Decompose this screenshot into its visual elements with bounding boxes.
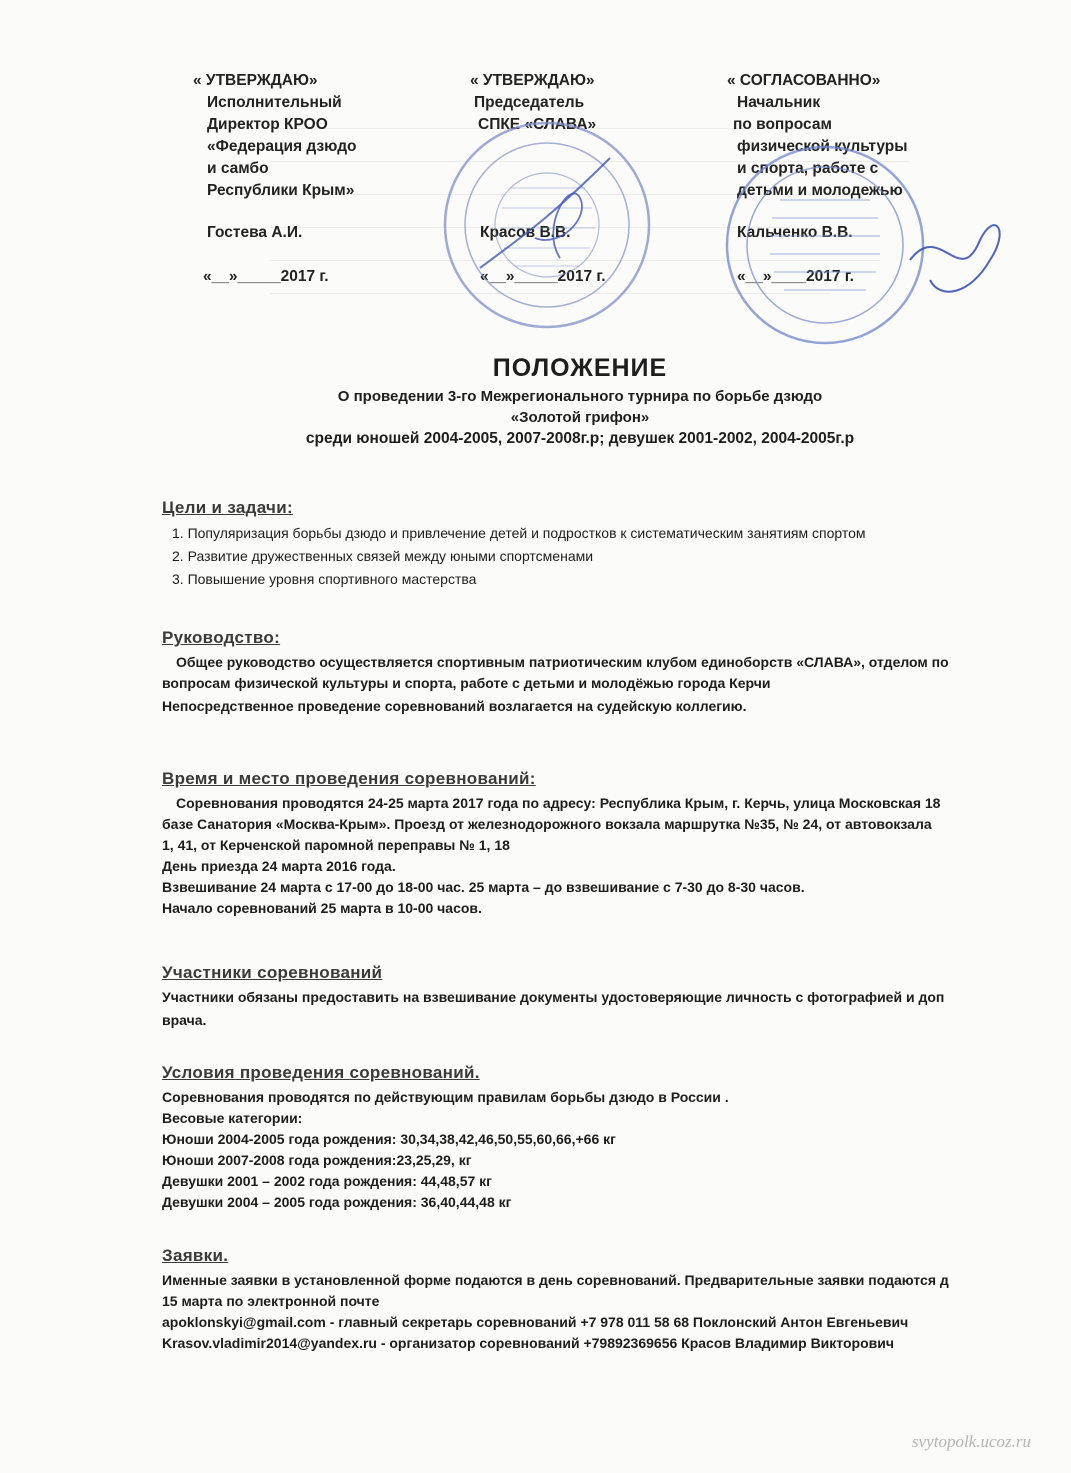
section-applications: [162, 1245, 1062, 1354]
approval-line: Директор КРОО: [207, 116, 328, 133]
goals-list: [172, 522, 1062, 591]
list-item: 3. Повышение уровня спортивного мастерства: [172, 571, 477, 587]
paragraph-line: Начало соревнований 25 марта в 10-00 часов.: [162, 900, 482, 916]
paragraph-line: Весовые категории:: [162, 1110, 303, 1126]
paragraph-line: Девушки 2004 – 2005 года рождения: 36,40,44,48 кг: [162, 1194, 512, 1210]
section-conditions: [162, 1062, 1062, 1213]
approval-date: «__»_____2017 г.: [480, 268, 606, 285]
section-heading: Цели и задачи:: [162, 498, 293, 517]
approval-line: и самбо: [207, 160, 269, 177]
approval-date: «__»____2017 г.: [737, 268, 854, 285]
approval-signer: Красов В.В.: [480, 224, 571, 241]
section-heading: Руководство:: [162, 628, 281, 647]
approval-heading: « УТВЕРЖДАЮ»: [470, 72, 595, 89]
section-leadership: [162, 627, 1062, 717]
approval-line: Республики Крым»: [207, 182, 355, 199]
approval-line: СПКЕ «СЛАВА»: [478, 116, 597, 133]
club-seal-stamp: [440, 118, 655, 333]
section-heading: Заявки.: [162, 1246, 229, 1265]
paragraph-line: 15 марта по электронной почте: [162, 1293, 380, 1309]
document-title: ПОЛОЖЕНИЕ: [492, 354, 668, 382]
signature-administration: [900, 200, 1020, 310]
title-line-1: О проведении 3-го Межрегионального турнира по борьбе дзюдо: [337, 388, 823, 405]
paragraph-line: День приезда 24 марта 2016 года.: [162, 858, 396, 874]
section-heading: Условия проведения соревнований.: [162, 1063, 480, 1082]
paragraph-line: Взвешивание 24 марта с 17-00 до 18-00 час. 25 марта – до взвешивание с 7-30 до 8-30 часов.: [162, 879, 805, 895]
paragraph-line: Юноши 2004-2005 года рождения: 30,34,38,42,46,50,55,60,66,+66 кг: [162, 1131, 616, 1147]
paragraph-line: базе Санатория «Москва-Крым». Проезд от железнодорожного вокзала маршрутка №35, № 24, от автовокзала: [162, 816, 932, 832]
title-line-2: «Золотой грифон»: [510, 409, 650, 426]
approval-line: «Федерация дзюдо: [207, 138, 357, 155]
approval-line: физической культуры: [737, 138, 908, 155]
approval-line: Начальник: [737, 94, 821, 111]
section-goals: [162, 497, 1062, 591]
section-heading: Время и место проведения соревнований:: [162, 769, 536, 788]
title-line-3: среди юношей 2004-2005, 2007-2008г.р; девушек 2001-2002, 2004-2005г.р: [305, 430, 855, 447]
section-heading: Участники соревнований: [162, 963, 383, 982]
section-time-place: [162, 768, 1062, 919]
paragraph-line: Соревнования проводятся по действующим правилам борьбы дзюдо в России .: [162, 1089, 729, 1105]
title-block: [150, 350, 1010, 449]
paragraph-line: вопросам физической культуры и спорта, работе с детьми и молодёжью города Керчи: [162, 675, 771, 691]
paragraph-line: Соревнования проводятся 24-25 марта 2017 года по адресу: Республика Крым, г. Керчь, улица Московская 18: [176, 795, 941, 811]
approval-signer: Кальченко В.В.: [737, 224, 853, 241]
approval-line: и спорта, работе с: [737, 160, 879, 177]
paragraph-line: Именные заявки в установленной форме подаются в день соревнований. Предварительные заявки подаются д: [162, 1272, 949, 1288]
paragraph-line: apoklonskyi@gmail.com - главный секретарь соревнований +7 978 011 58 68 Поклонский Антон Евгеньевич: [162, 1314, 909, 1330]
administration-seal-stamp: [720, 140, 930, 350]
approval-line: по вопросам: [733, 116, 832, 133]
paragraph-line: Девушки 2001 – 2002 года рождения: 44,48,57 кг: [162, 1173, 492, 1189]
list-item: 1. Популяризация борьбы дзюдо и привлечение детей и подростков к систематическим занятиям спортом: [172, 525, 866, 541]
approval-date: «__»_____2017 г.: [203, 268, 329, 285]
paragraph-line: Участники обязаны предоставить на взвешивание документы удостоверяющие личность с фотографией и доп: [162, 989, 945, 1005]
paragraph-line: Общее руководство осуществляется спортивным патриотическим клубом единоборств «СЛАВА», отделом по: [176, 654, 949, 670]
paragraph-line: 1, 41, от Керченской паромной переправы № 1, 18: [162, 837, 510, 853]
paragraph-line: Krasov.vladimir2014@yandex.ru - организатор соревнований +79892369656 Красов Владимир Викторович: [162, 1335, 894, 1351]
approval-signer: Гостева А.И.: [207, 224, 303, 241]
paragraph-line: Юноши 2007-2008 года рождения:23,25,29, кг: [162, 1152, 472, 1168]
section-participants: [162, 962, 1062, 1031]
approval-heading: « СОГЛАСОВАННО»: [727, 72, 881, 89]
paragraph-line: Непосредственное проведение соревнований возлагается на судейскую коллегию.: [162, 698, 747, 714]
list-item: 2. Развитие дружественных связей между юными спортсменами: [172, 548, 594, 564]
approval-line: детьми и молодежью: [737, 182, 903, 199]
approval-line: Председатель: [474, 94, 585, 111]
approval-block-federation: [193, 70, 357, 288]
approval-heading: « УТВЕРЖДАЮ»: [193, 72, 318, 89]
approval-line: Исполнительный: [207, 94, 342, 111]
paragraph-line: врача.: [162, 1012, 207, 1028]
site-watermark: svytopolk.ucoz.ru: [912, 1432, 1031, 1451]
